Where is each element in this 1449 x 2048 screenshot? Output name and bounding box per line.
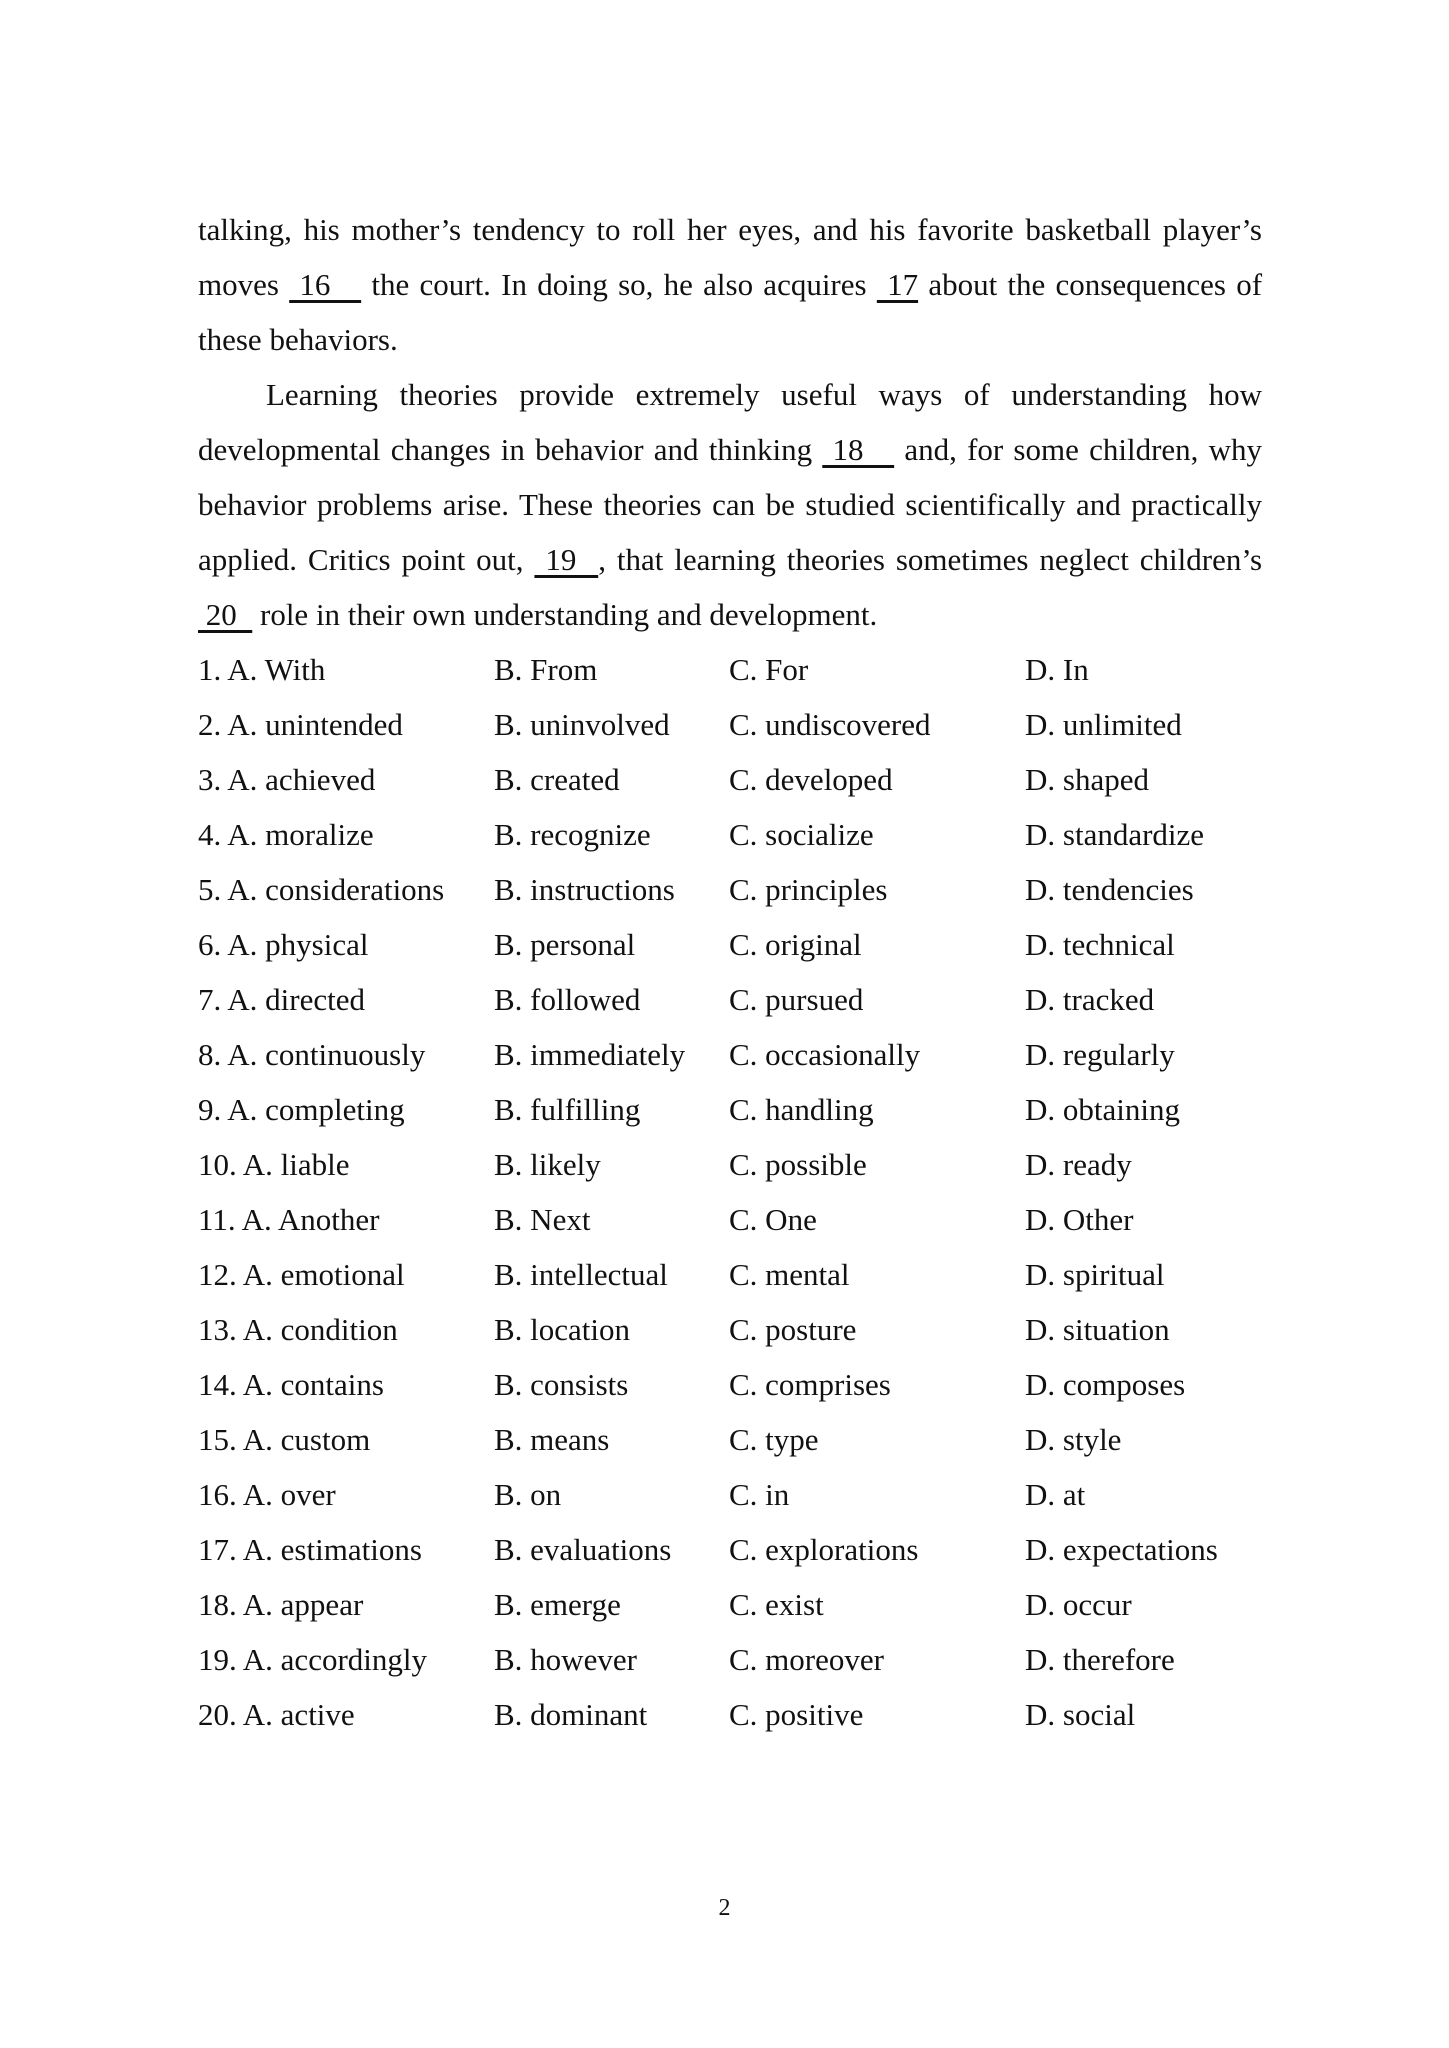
question-row <box>198 1577 1262 1632</box>
option-b: B. on <box>494 1477 562 1512</box>
blank-17: 17 <box>876 267 919 302</box>
option-b: B. evaluations <box>494 1532 672 1567</box>
option-c: C. exist <box>729 1587 824 1622</box>
option-c: C. mental <box>729 1257 850 1292</box>
option-a: 14. A. contains <box>198 1367 384 1402</box>
question-row <box>198 917 1262 972</box>
option-a: 12. A. emotional <box>198 1257 405 1292</box>
passage-text: the court. In doing so, he also acquires <box>361 267 877 302</box>
document-page <box>198 202 1262 1742</box>
option-c: C. posture <box>729 1312 857 1347</box>
option-b: B. emerge <box>494 1587 621 1622</box>
option-d: D. style <box>1025 1422 1122 1457</box>
question-row <box>198 1467 1262 1522</box>
option-a: 2. A. unintended <box>198 707 403 742</box>
question-row <box>198 1137 1262 1192</box>
question-row <box>198 1027 1262 1082</box>
option-a: 3. A. achieved <box>198 762 376 797</box>
question-row <box>198 752 1262 807</box>
option-c: C. pursued <box>729 982 864 1017</box>
option-c: C. developed <box>729 762 893 797</box>
option-b: B. means <box>494 1422 610 1457</box>
option-d: D. shaped <box>1025 762 1149 797</box>
option-c: C. comprises <box>729 1367 891 1402</box>
blank-16: 16 <box>289 267 362 302</box>
option-c: C. possible <box>729 1147 867 1182</box>
option-c: C. original <box>729 927 862 962</box>
option-c: C. explorations <box>729 1532 919 1567</box>
option-a: 19. A. accordingly <box>198 1642 428 1677</box>
option-b: B. likely <box>494 1147 601 1182</box>
option-d: D. In <box>1025 652 1089 687</box>
option-d: D. obtaining <box>1025 1092 1180 1127</box>
option-b: B. however <box>494 1642 637 1677</box>
question-row <box>198 972 1262 1027</box>
option-b: B. immediately <box>494 1037 686 1072</box>
question-row <box>198 1302 1262 1357</box>
question-row <box>198 642 1262 697</box>
option-b: B. location <box>494 1312 631 1347</box>
option-d: D. at <box>1025 1477 1086 1512</box>
passage-text: talking, his mother’s tendency to roll her eyes, and his favorite basketball player’s moves <box>198 212 1262 302</box>
option-c: C. socialize <box>729 817 874 852</box>
option-d: D. therefore <box>1025 1642 1175 1677</box>
option-a: 7. A. directed <box>198 982 366 1017</box>
answer-options <box>198 642 1262 1742</box>
option-c: C. principles <box>729 872 888 907</box>
passage-text: , that learning theories sometimes neglect children’s <box>598 542 1263 577</box>
question-row <box>198 807 1262 862</box>
option-d: D. occur <box>1025 1587 1132 1622</box>
option-b: B. followed <box>494 982 641 1017</box>
option-c: C. positive <box>729 1697 864 1732</box>
option-d: D. regularly <box>1025 1037 1175 1072</box>
option-b: B. fulfilling <box>494 1092 641 1127</box>
blank-19: 19 <box>534 542 599 577</box>
option-b: B. uninvolved <box>494 707 670 742</box>
option-a: 6. A. physical <box>198 927 369 962</box>
option-b: B. created <box>494 762 620 797</box>
question-row <box>198 1632 1262 1687</box>
option-a: 5. A. considerations <box>198 872 445 907</box>
option-a: 20. A. active <box>198 1697 355 1732</box>
option-d: D. technical <box>1025 927 1175 962</box>
option-d: D. standardize <box>1025 817 1205 852</box>
option-c: C. moreover <box>729 1642 884 1677</box>
option-a: 4. A. moralize <box>198 817 374 852</box>
option-a: 11. A. Another <box>198 1202 380 1237</box>
option-a: 8. A. continuously <box>198 1037 426 1072</box>
page-number: 2 <box>718 1895 731 1921</box>
question-row <box>198 1687 1262 1742</box>
question-row <box>198 862 1262 917</box>
option-d: D. Other <box>1025 1202 1134 1237</box>
option-a: 1. A. With <box>198 652 326 687</box>
option-d: D. expectations <box>1025 1532 1218 1567</box>
option-d: D. ready <box>1025 1147 1132 1182</box>
passage-paragraph-1 <box>198 202 1262 367</box>
option-d: D. tracked <box>1025 982 1155 1017</box>
passage-text: role in their own understanding and development. <box>252 597 878 632</box>
option-b: B. instructions <box>494 872 675 907</box>
option-a: 13. A. condition <box>198 1312 398 1347</box>
option-a: 18. A. appear <box>198 1587 364 1622</box>
passage-paragraph-2 <box>198 367 1262 642</box>
option-c: C. For <box>729 652 809 687</box>
option-b: B. dominant <box>494 1697 648 1732</box>
option-d: D. spiritual <box>1025 1257 1165 1292</box>
option-c: C. occasionally <box>729 1037 921 1072</box>
option-a: 15. A. custom <box>198 1422 371 1457</box>
passage-text: and, for some children, why behavior problems arise. These theories can be studied scientifically and practically applied. Critics point out, <box>198 432 1263 577</box>
option-c: C. in <box>729 1477 790 1512</box>
question-row <box>198 1082 1262 1137</box>
blank-18: 18 <box>822 432 895 467</box>
question-row <box>198 1522 1262 1577</box>
passage-text: Learning theories provide extremely useful ways of understanding how developmental changes in behavior and thinking <box>198 377 1262 467</box>
option-d: D. social <box>1025 1697 1136 1732</box>
option-b: B. recognize <box>494 817 651 852</box>
blank-20: 20 <box>198 597 253 632</box>
question-row <box>198 1247 1262 1302</box>
question-row <box>198 1192 1262 1247</box>
question-row <box>198 697 1262 752</box>
option-d: D. unlimited <box>1025 707 1182 742</box>
option-c: C. One <box>729 1202 817 1237</box>
option-d: D. composes <box>1025 1367 1186 1402</box>
question-row <box>198 1357 1262 1412</box>
option-a: 9. A. completing <box>198 1092 405 1127</box>
option-b: B. Next <box>494 1202 591 1237</box>
option-c: C. handling <box>729 1092 874 1127</box>
option-b: B. personal <box>494 927 636 962</box>
option-a: 17. A. estimations <box>198 1532 422 1567</box>
passage-text: about the consequences of these behaviors. <box>198 267 1263 357</box>
option-a: 16. A. over <box>198 1477 336 1512</box>
question-row <box>198 1412 1262 1467</box>
option-b: B. From <box>494 652 598 687</box>
option-c: C. type <box>729 1422 819 1457</box>
option-b: B. intellectual <box>494 1257 668 1292</box>
option-b: B. consists <box>494 1367 629 1402</box>
option-a: 10. A. liable <box>198 1147 350 1182</box>
option-d: D. tendencies <box>1025 872 1194 907</box>
option-d: D. situation <box>1025 1312 1170 1347</box>
option-c: C. undiscovered <box>729 707 931 742</box>
